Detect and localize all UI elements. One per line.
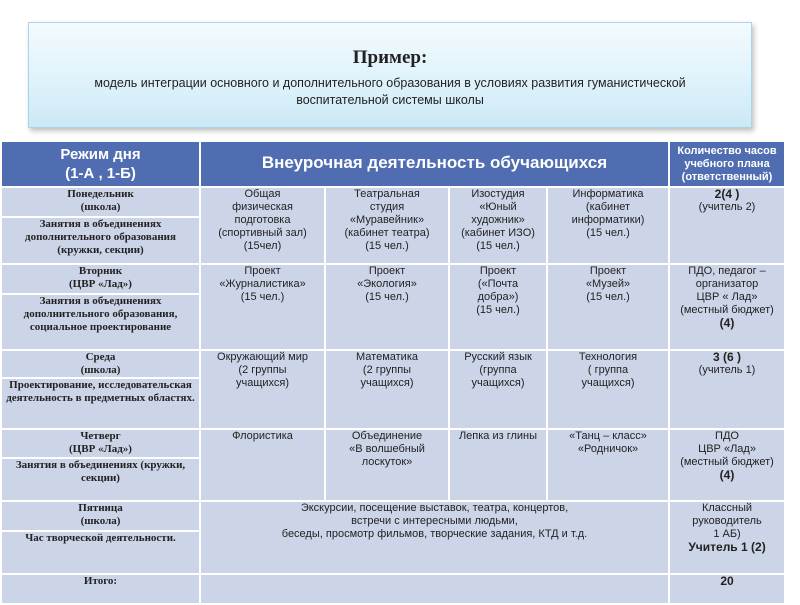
- day-place: (ЦВР «Лад»): [69, 443, 132, 455]
- activities-header-text: Внеурочная деятельность обучающихся: [261, 153, 608, 172]
- day-place: (школа): [80, 515, 121, 527]
- activities-header: [200, 141, 669, 187]
- activity-cell: [449, 264, 547, 350]
- activity-line: художник»: [471, 214, 525, 226]
- activity-cell: [200, 429, 325, 501]
- activity-line: лоскуток»: [361, 456, 413, 468]
- activity-line: учащихся): [581, 377, 635, 389]
- activity-line: (15 чел.): [365, 240, 409, 252]
- day-place: (ЦВР «Лад»): [69, 278, 132, 290]
- hours-responsible: (учитель 2): [698, 201, 756, 213]
- activity-line: Проект: [244, 265, 281, 277]
- header-banner: [28, 22, 752, 128]
- activity-description: Проектирование, исследовательская деятельность в предметных областях.: [1, 378, 200, 429]
- hours-cell: [669, 187, 785, 264]
- hours-responsible: (учитель 1): [698, 364, 756, 376]
- activity-line: (кабинет: [585, 201, 631, 213]
- activity-cell: [547, 187, 669, 264]
- hours-value: 2(4 ): [714, 187, 740, 201]
- excursions-cell: [200, 501, 669, 574]
- activity-line: (спортивный зал): [218, 227, 307, 239]
- activity-line: (15 чел.): [586, 227, 630, 239]
- hours-responsible: (местный бюджет): [680, 456, 774, 468]
- activity-line: студия: [369, 201, 405, 213]
- total-label: Итого:: [1, 574, 200, 604]
- activity-line: «Экология»: [357, 278, 417, 290]
- table-row: [1, 429, 785, 458]
- day-cell: [1, 429, 200, 458]
- excursions-line: встречи с интересными людьми,: [351, 515, 518, 527]
- table-header-row: [1, 141, 785, 187]
- day-name: Среда: [85, 351, 116, 363]
- activity-cell: [449, 350, 547, 429]
- mode-header: [1, 141, 200, 187]
- activity-line: (15 чел.): [476, 240, 520, 252]
- hours-responsible: Классный: [701, 502, 753, 514]
- hours-responsible: ПДО, педагог –: [688, 265, 766, 277]
- hours-responsible: ЦВР « Лад»: [696, 291, 758, 303]
- table-row: [1, 501, 785, 531]
- mode-header-line2: (1-А , 1-Б): [65, 165, 136, 182]
- activity-description: Занятия в объединениях дополнительного образования, социальное проектирование: [1, 294, 200, 350]
- activity-line: (кабинет ИЗО): [461, 227, 535, 239]
- activity-cell: [200, 264, 325, 350]
- activity-line: «Музей»: [585, 278, 631, 290]
- page-subtitle: модель интеграции основного и дополнительного образования в условиях развития гуманистической воспитательной системы школы: [94, 76, 686, 107]
- activity-cell: [200, 350, 325, 429]
- activity-cell: [325, 264, 449, 350]
- activity-line: (15чел): [243, 240, 282, 252]
- activity-line: (кабинет театра): [344, 227, 430, 239]
- activity-line: Общая: [244, 188, 281, 200]
- activity-line: (15 чел.): [240, 291, 285, 303]
- activity-cell: [200, 187, 325, 264]
- activity-description: Занятия в объединениях дополнительного образования (кружки, секции): [1, 217, 200, 264]
- activity-description: Занятия в объединениях (кружки, секции): [1, 458, 200, 501]
- activity-line: учащихся): [360, 377, 414, 389]
- table-row: [1, 350, 785, 378]
- table-row: [1, 264, 785, 294]
- activity-line: Лепка из глины: [458, 430, 538, 442]
- activity-line: (2 группы: [238, 364, 287, 376]
- activity-line: «Журналистика»: [219, 278, 306, 290]
- hours-responsible: организатор: [695, 278, 759, 290]
- day-cell: [1, 264, 200, 294]
- hours-cell: [669, 350, 785, 429]
- activity-line: (15 чел.): [365, 291, 409, 303]
- day-name: Четверг: [80, 430, 121, 442]
- activity-cell: [547, 350, 669, 429]
- activity-line: Окружающий мир: [217, 351, 308, 363]
- hours-cell: [669, 264, 785, 350]
- total-value: 20: [720, 574, 734, 588]
- mode-header-line1: Режим дня: [60, 146, 141, 163]
- activity-cell: [325, 429, 449, 501]
- excursions-line: беседы, просмотр фильмов, творческие задания, КТД и т.д.: [281, 528, 588, 540]
- activity-line: «Родничок»: [577, 443, 639, 455]
- activity-cell: [547, 264, 669, 350]
- activity-line: Театральная: [354, 188, 420, 200]
- hours-responsible: (местный бюджет): [680, 304, 774, 316]
- activity-line: информатики): [571, 214, 645, 226]
- activity-line: (группа: [479, 364, 517, 376]
- activity-description: Час творческой деятельности.: [1, 531, 200, 574]
- activity-line: «Муравейник»: [349, 214, 425, 226]
- activity-line: учащихся): [235, 377, 290, 389]
- hours-value: (4): [719, 468, 735, 482]
- activity-line: (15 чел.): [476, 304, 520, 316]
- hours-value: (4): [719, 316, 735, 330]
- day-cell: [1, 501, 200, 531]
- activity-line: (15 чел.): [586, 291, 630, 303]
- activity-line: Русский язык: [464, 351, 532, 363]
- activity-line: Информатика: [572, 188, 644, 200]
- activity-line: (2 группы: [362, 364, 412, 376]
- activity-line: Проект: [368, 265, 406, 277]
- day-cell: [1, 187, 200, 217]
- day-name: Вторник: [78, 265, 123, 277]
- activity-line: «В волшебный: [349, 443, 425, 455]
- page-title: Пример:: [352, 47, 428, 68]
- activity-line: Проект: [479, 265, 517, 277]
- activity-cell: [449, 429, 547, 501]
- activity-line: ( группа: [587, 364, 629, 376]
- day-cell: [1, 350, 200, 378]
- hours-cell: [669, 429, 785, 501]
- activity-cell: [449, 187, 547, 264]
- excursions-line: Экскурсии, посещение выставок, театра, концертов,: [300, 502, 569, 514]
- hours-responsible: 1 АБ): [713, 528, 741, 540]
- activity-line: учащихся): [471, 377, 525, 389]
- hours-header: Количество часов учебного плана (ответственный): [669, 141, 785, 187]
- activity-line: подготовка: [234, 214, 291, 226]
- activity-line: Технология: [578, 351, 638, 363]
- activity-line: («Почта: [477, 278, 519, 290]
- activity-line: физическая: [232, 201, 293, 213]
- activity-line: Изостудия: [471, 188, 525, 200]
- hours-responsible: ЦВР «Лад»: [698, 443, 756, 455]
- activity-line: добра»): [477, 291, 519, 303]
- hours-responsible: руководитель: [692, 515, 762, 527]
- activity-line: Флористика: [232, 430, 293, 442]
- schedule-table: [0, 140, 786, 605]
- activity-line: Проект: [589, 265, 627, 277]
- activity-line: Объединение: [351, 430, 423, 442]
- activity-cell: [325, 350, 449, 429]
- activity-cell: [547, 429, 669, 501]
- activity-line: «Танц – класс»: [569, 430, 647, 442]
- hours-cell: [669, 501, 785, 574]
- hours-value: Учитель 1 (2): [688, 540, 766, 554]
- activity-cell: [325, 187, 449, 264]
- activity-line: Математика: [356, 351, 418, 363]
- hours-value: 3 (6 ): [713, 350, 742, 364]
- hours-responsible: ПДО: [715, 430, 739, 442]
- day-place: (школа): [80, 364, 121, 376]
- day-place: (школа): [80, 201, 121, 213]
- day-name: Пятница: [78, 502, 123, 514]
- day-name: Понедельник: [67, 188, 134, 200]
- activity-line: «Юный: [479, 201, 517, 213]
- table-row: [1, 187, 785, 217]
